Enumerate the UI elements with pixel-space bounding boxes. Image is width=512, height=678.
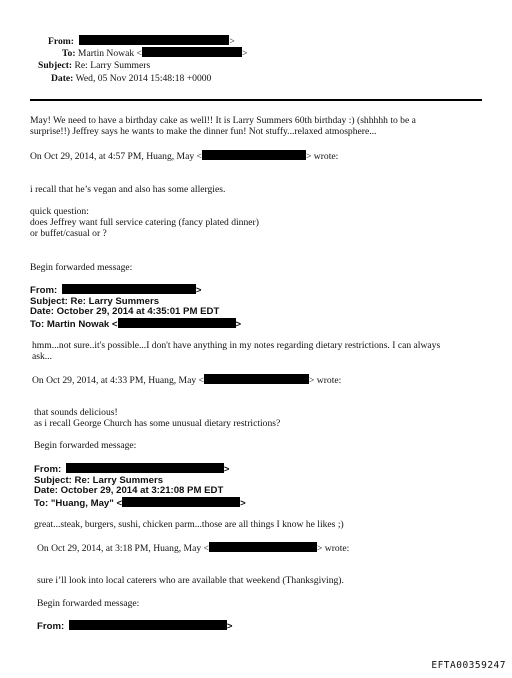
gt-sign: > bbox=[195, 285, 202, 296]
date-value: Wed, 05 Nov 2014 15:48:18 +0000 bbox=[75, 73, 212, 84]
redaction-bar bbox=[79, 35, 229, 45]
redaction-bar bbox=[118, 318, 236, 328]
subject-value: Re: Larry Summers bbox=[70, 295, 160, 307]
top-header-to bbox=[62, 47, 247, 59]
to-value: Martin Nowak < bbox=[46, 318, 118, 330]
fwd1-header bbox=[30, 284, 241, 330]
body-line: ask... bbox=[32, 351, 52, 362]
top-header-from bbox=[48, 35, 235, 47]
hmm-paragraph bbox=[32, 340, 440, 362]
body-line: as i recall George Church has some unusual dietary restrictions? bbox=[34, 418, 281, 429]
gt-sign: > bbox=[226, 621, 233, 632]
body-line: that sounds delicious! bbox=[34, 407, 118, 418]
date-label: Date: bbox=[34, 485, 58, 496]
redaction-bar bbox=[204, 374, 309, 384]
quote-prefix: On Oct 29, 2014, at 4:33 PM, Huang, May < bbox=[32, 375, 204, 386]
gt-sign: > bbox=[235, 318, 242, 330]
body-line: surprise!!) Jeffrey says he wants to make the dinner fun! Not stuffy...relaxed atmosphere... bbox=[30, 126, 377, 137]
redaction-bar bbox=[202, 150, 306, 160]
forwarded-label-1: Begin forwarded message: bbox=[30, 262, 133, 273]
bates-number: EFTA00359247 bbox=[431, 660, 506, 671]
redaction-bar bbox=[69, 620, 227, 630]
date-value: October 29, 2014 at 4:35:01 PM EDT bbox=[56, 306, 220, 317]
from-label: From: bbox=[34, 464, 62, 475]
from-label: From: bbox=[37, 621, 65, 632]
quote-attribution-3 bbox=[37, 542, 349, 554]
to-label: To: bbox=[34, 497, 49, 509]
date-label: Date: bbox=[51, 73, 74, 84]
quote-suffix: > wrote: bbox=[316, 543, 350, 554]
great-line: great...steak, burgers, sushi, chicken parm...those are all things I know he likes ;) bbox=[34, 519, 344, 530]
fwd3-from bbox=[37, 620, 232, 633]
delicious-paragraph bbox=[34, 407, 280, 429]
quote-suffix: > wrote: bbox=[305, 151, 339, 162]
redaction-bar bbox=[66, 463, 224, 473]
subject-value: Re: Larry Summers bbox=[74, 474, 164, 486]
body-line: quick question: bbox=[30, 206, 89, 217]
forwarded-label-3: Begin forwarded message: bbox=[37, 598, 140, 609]
fwd2-date bbox=[34, 486, 246, 497]
to-label: To: bbox=[30, 318, 45, 330]
gt-sign: > bbox=[223, 464, 230, 475]
subject-value: Re: Larry Summers bbox=[74, 60, 151, 71]
fwd2-header bbox=[34, 463, 246, 509]
body-line: May! We need to have a birthday cake as well!! It is Larry Summers 60th birthday :) (shhhhh to be a bbox=[30, 115, 416, 126]
body-line: or buffet/casual or ? bbox=[30, 228, 107, 239]
redaction-bar bbox=[209, 542, 317, 552]
body-line: does Jeffrey want full service catering (fancy plated dinner) bbox=[30, 217, 259, 228]
to-label: To: bbox=[62, 48, 76, 59]
body-line: hmm...not sure..it's possible...I don't have anything in my notes regarding dietary restrictions. I can always bbox=[32, 340, 441, 351]
fwd1-to bbox=[30, 318, 241, 331]
body-paragraph-1 bbox=[30, 115, 416, 137]
from-label: From: bbox=[30, 285, 58, 296]
subject-label: Subject: bbox=[38, 60, 73, 71]
vegan-line: i recall that he’s vegan and also has some allergies. bbox=[30, 184, 226, 195]
quote-attribution-1 bbox=[30, 150, 338, 162]
redaction-bar bbox=[62, 284, 196, 294]
quote-prefix: On Oct 29, 2014, at 4:57 PM, Huang, May < bbox=[30, 151, 202, 162]
fwd2-to bbox=[34, 497, 246, 510]
to-value: Martin Nowak < bbox=[77, 48, 142, 59]
top-header-subject bbox=[38, 60, 150, 71]
fwd1-date bbox=[30, 307, 241, 318]
redaction-bar bbox=[142, 47, 242, 57]
subject-label: Subject: bbox=[30, 295, 68, 307]
quote-attribution-2 bbox=[32, 374, 341, 386]
to-value: "Huang, May" < bbox=[50, 497, 123, 509]
gt-sign: > bbox=[241, 48, 248, 59]
top-header-date bbox=[51, 73, 211, 84]
quote-prefix: On Oct 29, 2014, at 3:18 PM, Huang, May < bbox=[37, 543, 209, 554]
redaction-bar bbox=[122, 497, 240, 507]
quick-question bbox=[30, 206, 259, 239]
forwarded-label-2: Begin forwarded message: bbox=[34, 440, 137, 451]
subject-label: Subject: bbox=[34, 474, 72, 486]
date-value: October 29, 2014 at 3:21:08 PM EDT bbox=[60, 485, 224, 496]
quote-suffix: > wrote: bbox=[308, 375, 342, 386]
gt-sign: > bbox=[240, 497, 246, 509]
caterers-line: sure i’ll look into local caterers who are available that weekend (Thanksgiving). bbox=[37, 575, 344, 586]
header-divider bbox=[30, 99, 482, 101]
from-label: From: bbox=[48, 36, 74, 47]
gt-sign: > bbox=[229, 36, 235, 47]
date-label: Date: bbox=[30, 306, 54, 317]
